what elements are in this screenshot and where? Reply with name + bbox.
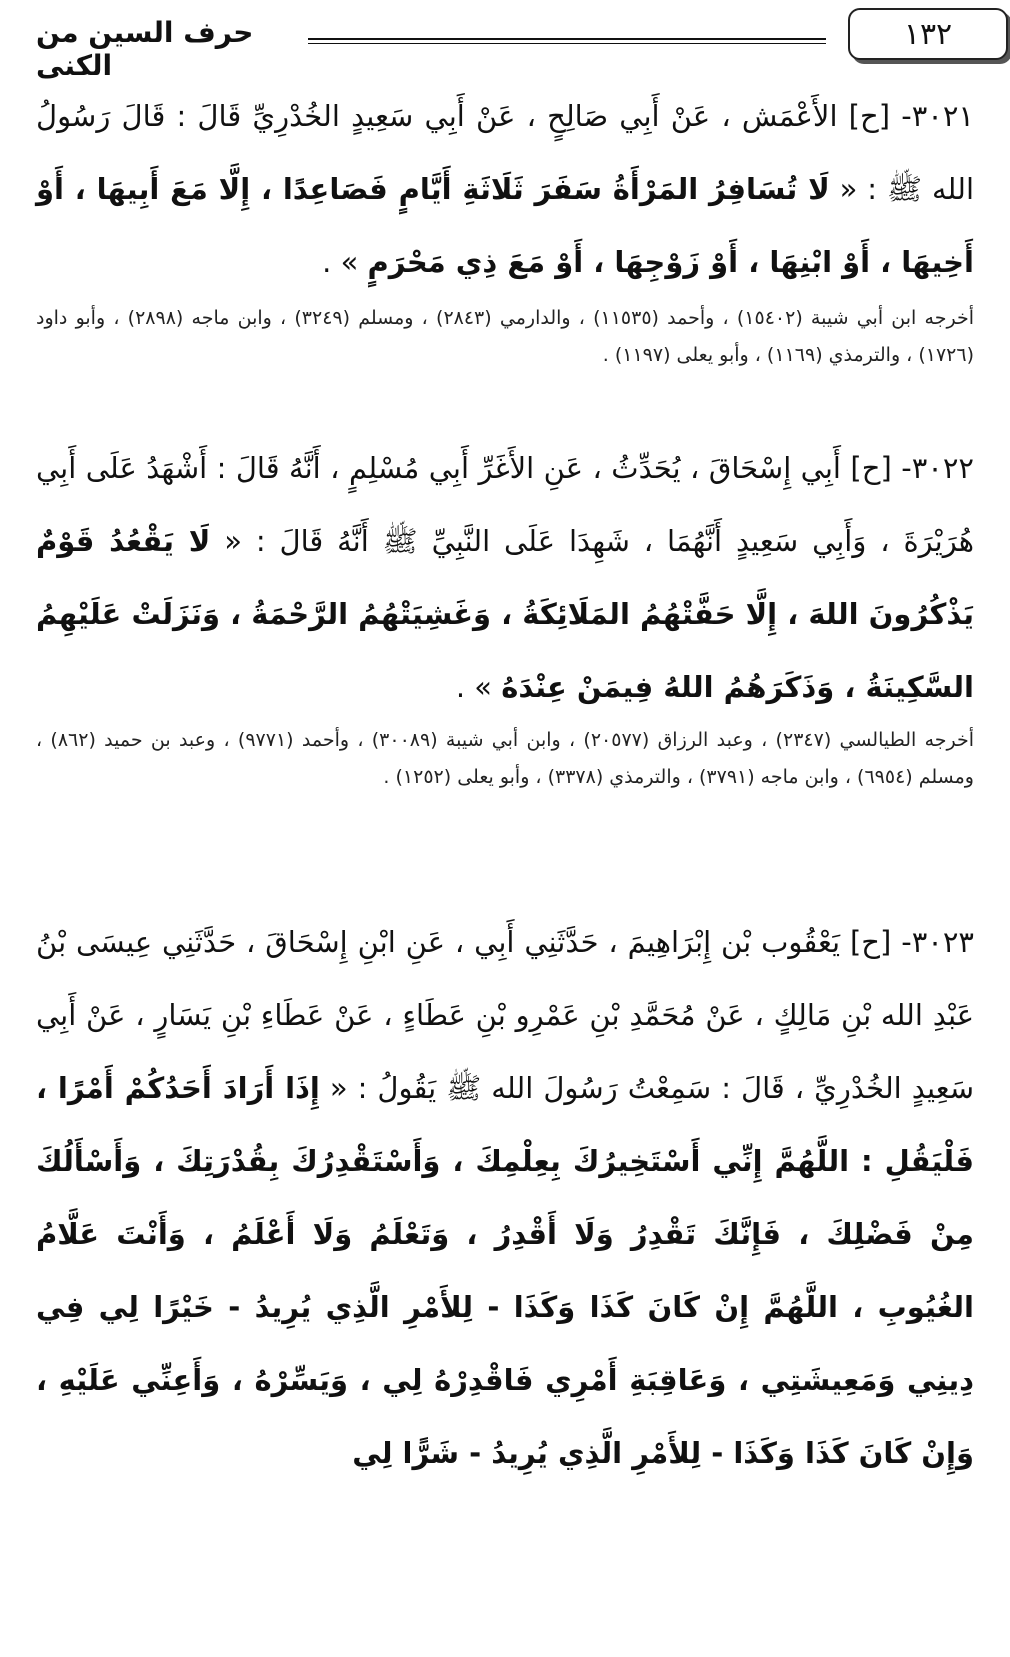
hadith-matn: لَا تُسَافِرُ المَرْأَةُ سَفَرَ ثَلَاثَةِ أَيَّامٍ فَصَاعِدًا ، إِلَّا مَعَ أَبِيهَا ، أَوْ أَخِيهَا ، أَوْ ابْنِهَا ، أَوْ زَوْجِهَا ، أَوْ مَعَ ذِي مَحْرَمٍ xyxy=(36,172,974,279)
hadith-3023 xyxy=(36,906,974,1490)
hadith-3022 xyxy=(36,432,974,724)
hadith-matn: إِذَا أَرَادَ أَحَدُكُمْ أَمْرًا ، فَلْيَقُلِ : اللَّهُمَّ إِنِّي أَسْتَخِيرُكَ بِعِلْمِكَ ، وَأَسْتَقْدِرُكَ بِقُدْرَتِكَ ، وَأَسْأَلُكَ مِنْ فَضْلِكَ ، فَإِنَّكَ تَقْدِرُ وَلَا أَقْدِرُ ، وَتَعْلَمُ وَلَا أَعْلَمُ ، وَأَنْتَ عَلَّامُ الغُيُوبِ ، اللَّهُمَّ إِنْ كَانَ كَذَا وَكَذَا - لِلأَمْرِ الَّذِي يُرِيدُ - خَيْرًا لِي فِي دِينِي وَمَعِيشَتِي ، وَعَاقِبَةِ أَمْرِي فَاقْدِرْهُ لِي ، وَيَسِّرْهُ ، وَأَعِنِّي عَلَيْهِ ، وَإِنْ كَانَ كَذَا وَكَذَا - لِلأَمْرِ الَّذِي يُرِيدُ - شَرًّا لِي xyxy=(36,1071,974,1470)
hadith-closing: » . xyxy=(322,245,359,279)
hadith-isnad: ٣٠٢٢- [ح] أَبِي إِسْحَاقَ ، يُحَدِّثُ ، عَنِ الأَغَرِّ أَبِي مُسْلِمٍ ، أَنَّهُ قَالَ : أَشْهَدُ عَلَى أَبِي هُرَيْرَةَ ، وَأَبِي سَعِيدٍ أَنَّهُمَا ، شَهِدَا عَلَى النَّبِيِّ ﷺ أَنَّهُ قَالَ : « xyxy=(36,451,975,558)
header-divider xyxy=(308,38,826,44)
hadith-closing: » . xyxy=(455,670,493,704)
takhrij-3022: أخرجه الطيالسي (٢٣٤٧) ، وعبد الرزاق (٢٠٥٧٧) ، وابن أبي شيبة (٣٠٠٨٩) ، وأحمد (٩٧٧١) ، وعبد بن حميد (٨٦٢) ، ومسلم (٦٩٥٤) ، وابن ماجه (٣٧٩١) ، والترمذي (٣٣٧٨) ، وأبو يعلى (١٢٥٢) . xyxy=(36,729,975,788)
hadith-isnad: ٣٠٢٣- [ح] يَعْقُوب بْن إِبْرَاهِيمَ ، حَدَّثَنِي أَبِي ، عَنِ ابْنِ إِسْحَاقَ ، حَدَّثَنِي عِيسَى بْنُ عَبْدِ الله بْنِ مَالِكٍ ، عَنْ مُحَمَّدِ بْنِ عَمْرِو بْنِ عَطَاءٍ ، عَنْ عَطَاءِ بْنِ يَسَارٍ ، عَنْ أَبِي سَعِيدٍ الخُدْرِيِّ ، قَالَ : سَمِعْتُ رَسُولَ الله ﷺ يَقُولُ : « xyxy=(36,925,974,1105)
hadith-3021 xyxy=(36,80,974,299)
hadith-matn: لَا يَقْعُدُ قَوْمٌ يَذْكُرُونَ اللهَ ، إِلَّا حَفَّتْهُمُ المَلَائِكَةُ ، وَغَشِيَتْهُمُ الرَّحْمَةُ ، وَنَزَلَتْ عَلَيْهِمُ السَّكِينَةُ ، وَذَكَرَهُمُ اللهُ فِيمَنْ عِنْدَهُ xyxy=(36,524,974,704)
page-header xyxy=(36,8,974,82)
page-number: ١٣٢ xyxy=(848,8,1008,60)
hadith-isnad: ٣٠٢١- [ح] الأَعْمَش ، عَنْ أَبِي صَالِحٍ ، عَنْ أَبِي سَعِيدٍ الخُدْرِيِّ قَالَ : قَالَ رَسُولُ الله ﷺ : « xyxy=(36,99,975,206)
takhrij-3021: أخرجه ابن أبي شيبة (١٥٤٠٢) ، وأحمد (١١٥٣٥) ، والدارمي (٢٨٤٣) ، ومسلم (٣٢٤٩) ، وابن ماجه (٢٨٩٨) ، وأبو داود (١٧٢٦) ، والترمذي (١١٦٩) ، وأبو يعلى (١١٩٧) . xyxy=(36,307,974,366)
chapter-title: حرف السين من الكنى xyxy=(36,16,254,82)
